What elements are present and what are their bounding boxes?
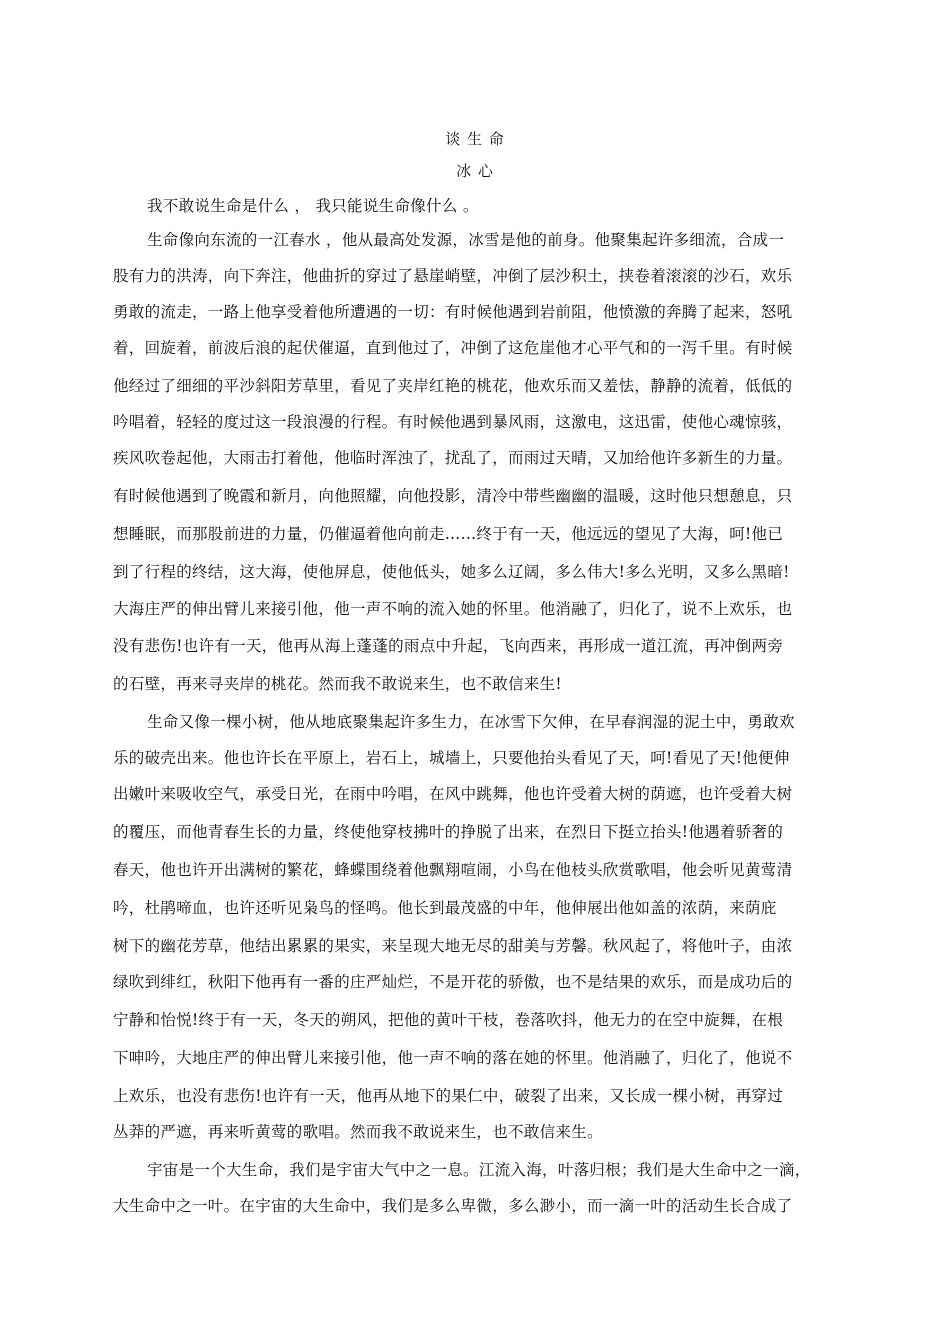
text-line: 丛莽的严遮，再来听黄莺的歌唱。然而我不敢说来生，也不敢信来生。 xyxy=(113,1123,603,1141)
text-line: 股有力的洪涛，向下奔注，他曲折的穿过了悬崖峭壁，冲倒了层沙积土，挟卷着滚滚的沙石，欢乐 xyxy=(113,267,793,285)
text-line: 树下的幽花芳草，他结出累累的果实，来呈现大地无尽的甜美与芳馨。秋风起了，将他叶子，由浓 xyxy=(113,937,793,955)
text-line: 疾风吹卷起他，大雨击打着他，他临时浑浊了，扰乱了，而雨过天晴，又加给他许多新生的力量。 xyxy=(113,449,793,467)
text-line: 的石壁，再来寻夹岸的桃花。然而我不敢说来生，也不敢信来生! xyxy=(113,675,562,693)
text-line: 吟，杜鹃啼血，也许还听见枭鸟的怪鸣。他长到最茂盛的中年，他伸展出他如盖的浓荫，来荫庇 xyxy=(113,899,777,917)
text-line: 着，回旋着，前波后浪的起伏催逼，直到他过了，冲倒了这危崖他才心平气和的一泻千里。有时候 xyxy=(113,339,793,357)
text-line: 吟唱着，轻轻的度过这一段浪漫的行程。有时候他遇到暴风雨，这激电，这迅雷，使他心魂惊骇， xyxy=(113,413,793,431)
text-line: 生命又像一棵小树，他从地底聚集起许多生力，在冰雪下欠伸，在早春润湿的泥土中，勇敢欢 xyxy=(147,713,795,731)
text-line: 乐的破壳出来。他也许长在平原上，岩石上，城墙上，只要他抬头看见了天，呵!看见了天!他便伸 xyxy=(113,749,790,767)
page-title: 谈 生 命 xyxy=(445,130,505,148)
text-line: 有时候他遇到了晚霞和新月，向他照耀，向他投影，清冷中带些幽幽的温暖，这时他只想憩息，只 xyxy=(113,487,793,505)
text-line: 的覆压，而他青春生长的力量，终使他穿枝拂叶的挣脱了出来，在烈日下挺立抬头!他遇着骄奢的 xyxy=(113,823,784,841)
text-line: 上欢乐，也没有悲伤!也许有一天，他再从地下的果仁中，破裂了出来，又长成一棵小树，再穿过 xyxy=(113,1087,784,1105)
text-line: 宇宙是一个大生命，我们是宇宙大气中之一息。江流入海，叶落归根；我们是大生命中之一滴， xyxy=(147,1161,811,1179)
text-line: 没有悲伤!也许有一天，他再从海上蓬蓬的雨点中升起，飞向西来，再形成一道江流，再冲倒两旁 xyxy=(113,637,784,655)
text-line: 想睡眠，而那股前进的力量，仍催逼着他向前走……终于有一天，他远远的望见了大海，呵!他已 xyxy=(113,525,784,543)
text-line: 我不敢说生命是什么 ， 我只能说生命像什么 。 xyxy=(147,197,479,215)
text-line: 勇敢的流走，一路上他享受着他所遭遇的一切：有时候他遇到岩前阻，他愤激的奔腾了起来，怒吼 xyxy=(113,303,793,321)
text-line: 宁静和怡悦!终于有一天，冬天的朔风，把他的黄叶干枝，卷落吹抖，他无力的在空中旋舞，在根 xyxy=(113,1011,784,1029)
text-line: 春天，他也许开出满树的繁花，蜂蝶围绕着他飘翔喧闹，小鸟在他枝头欣赏歌唱，他会听见黄莺清 xyxy=(113,861,793,879)
text-line: 出嫩叶来吸收空气，承受日光，在雨中吟唱，在风中跳舞，他也许受着大树的荫遮，也许受着大树 xyxy=(113,785,793,803)
author-name: 冰 心 xyxy=(456,162,494,180)
text-line: 他经过了细细的平沙斜阳芳草里，看见了夹岸红艳的桃花，他欢乐而又羞怯，静静的流着，低低的 xyxy=(113,377,793,395)
text-line: 大海庄严的伸出臂儿来接引他，他一声不响的流入她的怀里。他消融了，归化了，说不上欢乐，也 xyxy=(113,600,793,618)
text-line: 生命像向东流的一江春水 ，他从最高处发源，冰雪是他的前身。他聚集起许多细流，合成一 xyxy=(147,231,785,249)
text-line: 绿吹到绯红，秋阳下他再有一番的庄严灿烂，不是开花的骄傲，也不是结果的欢乐，而是成功后的 xyxy=(113,973,793,991)
text-line: 到了行程的终结，这大海，使他屏息，使他低头，她多么辽阔，多么伟大!多么光明，又多么黑暗! xyxy=(113,563,790,581)
text-line: 下呻吟，大地庄严的伸出臂儿来接引他，他一声不响的落在她的怀里。他消融了，归化了，他说不 xyxy=(113,1049,793,1067)
text-line: 大生命中之一叶。在宇宙的大生命中，我们是多么卑微，多么渺小，而一滴一叶的活动生长合成了 xyxy=(113,1197,793,1215)
